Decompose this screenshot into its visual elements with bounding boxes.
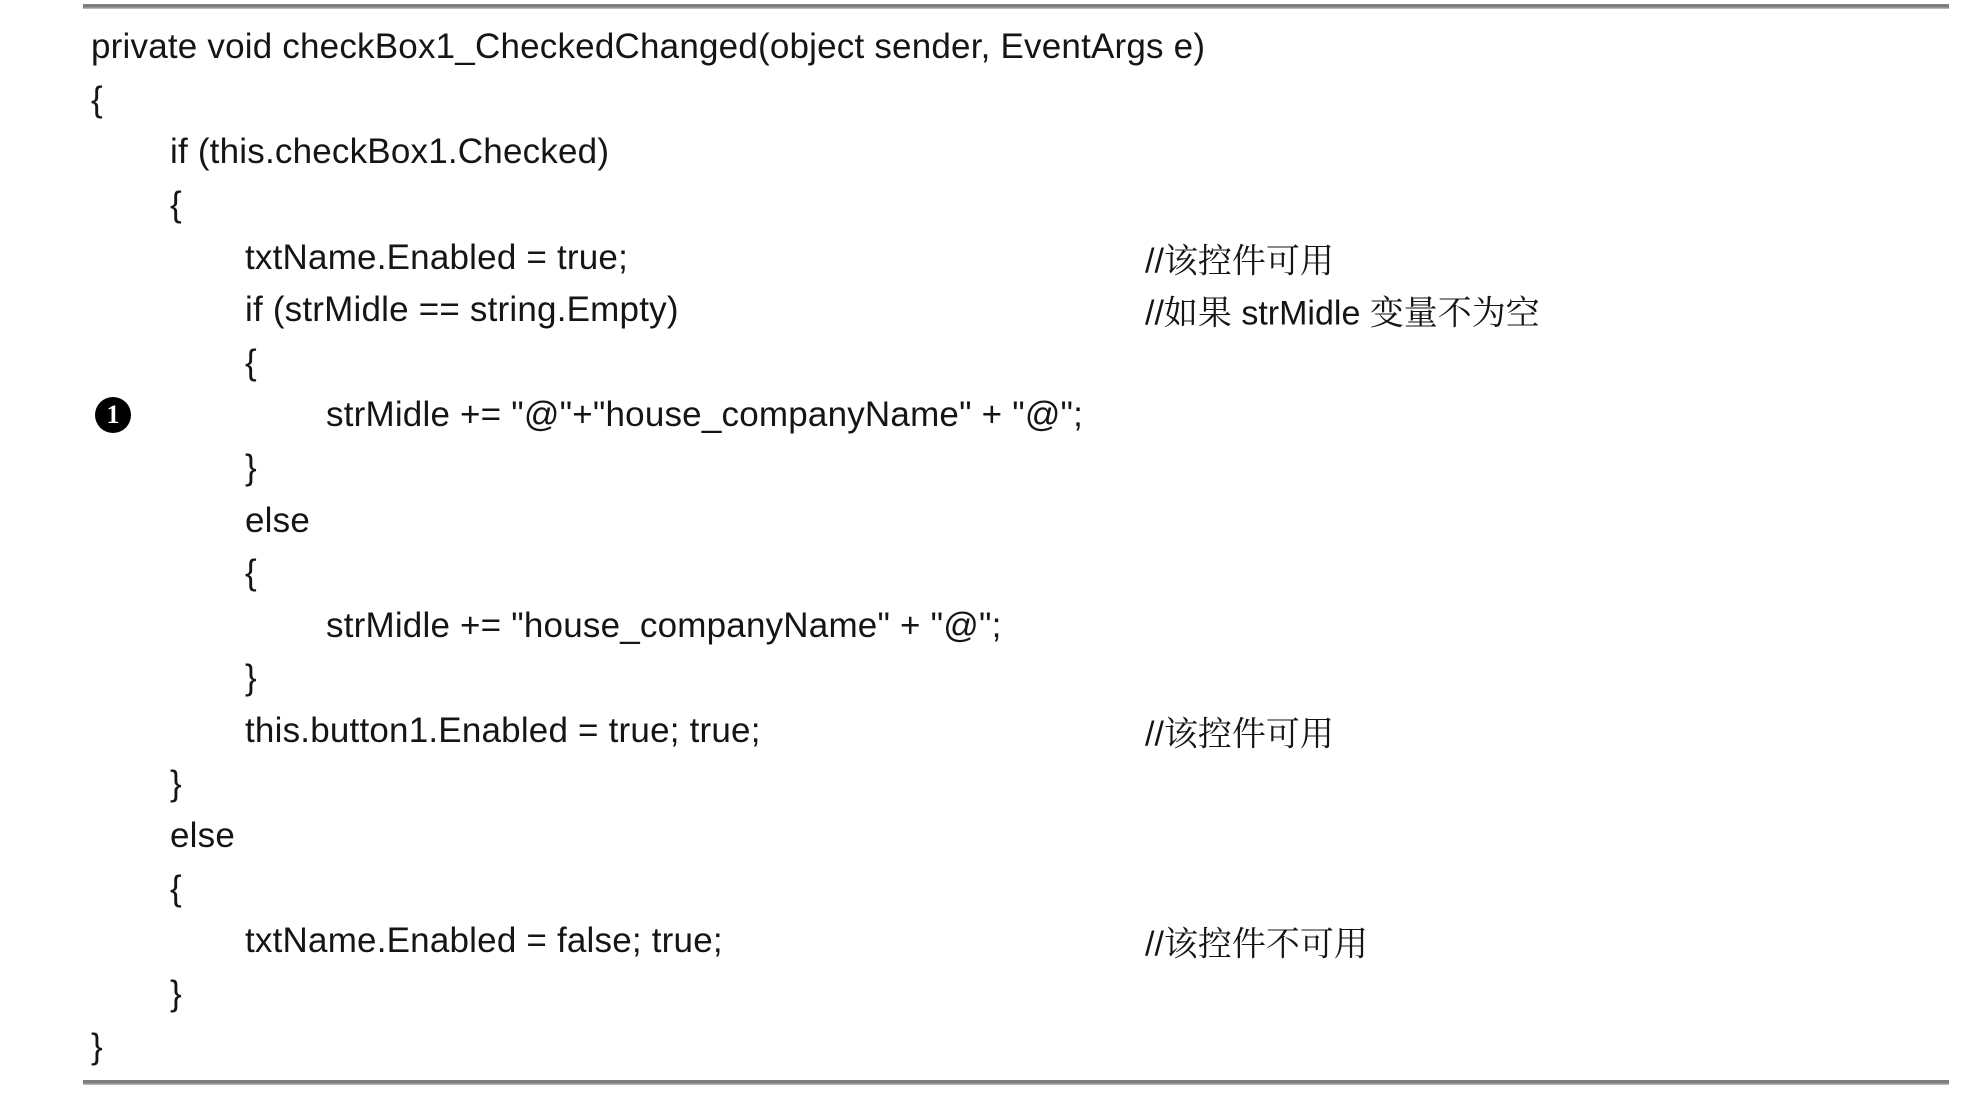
- code-line: [0, 74, 1967, 127]
- code-text: }: [245, 658, 257, 698]
- bottom-rule: [83, 1080, 1949, 1085]
- code-text: }: [170, 763, 182, 803]
- code-text: private void checkBox1_CheckedChanged(object sender, EventArgs e): [91, 27, 1206, 67]
- code-text: {: [245, 342, 257, 382]
- code-line: [0, 21, 1967, 74]
- code-line: [0, 442, 1967, 495]
- code-text: else: [170, 816, 236, 856]
- code-text: else: [245, 500, 311, 540]
- code-listing: [0, 21, 1967, 1073]
- code-line: [0, 547, 1967, 600]
- code-line: [0, 284, 1967, 337]
- code-text: {: [245, 553, 257, 593]
- code-text: txtName.Enabled = false; true;: [245, 921, 723, 961]
- code-line: [0, 915, 1967, 968]
- code-text: }: [91, 1026, 103, 1066]
- code-line: [0, 337, 1967, 390]
- code-line: [0, 705, 1967, 758]
- code-comment: //该控件不可用: [1145, 925, 1368, 964]
- code-comment: //该控件可用: [1145, 242, 1334, 281]
- code-text: strMidle += "@"+"house_companyName" + "@";: [326, 395, 1084, 435]
- code-text: {: [91, 79, 103, 119]
- code-line: [0, 1020, 1967, 1073]
- code-line: [0, 126, 1967, 179]
- code-comment: //如果 strMidle 变量不为空: [1145, 294, 1540, 333]
- code-text: }: [170, 973, 182, 1013]
- code-line: [0, 179, 1967, 232]
- code-text: if (strMidle == string.Empty): [245, 290, 679, 330]
- code-text: if (this.checkBox1.Checked): [170, 132, 610, 172]
- top-rule: [83, 4, 1949, 9]
- code-comment: //该控件可用: [1145, 715, 1334, 754]
- code-text: {: [170, 185, 182, 225]
- code-text: }: [245, 448, 257, 488]
- code-text: txtName.Enabled = true;: [245, 237, 629, 277]
- code-line: [0, 600, 1967, 653]
- callout-number-marker: 1: [95, 397, 131, 433]
- code-line: [0, 231, 1967, 284]
- code-line: [0, 494, 1967, 547]
- code-line: [0, 810, 1967, 863]
- code-text: this.button1.Enabled = true; true;: [245, 711, 761, 751]
- code-line: [0, 968, 1967, 1021]
- code-text: strMidle += "house_companyName" + "@";: [326, 605, 1002, 645]
- code-line: [0, 652, 1967, 705]
- code-line: [0, 863, 1967, 916]
- code-text: {: [170, 868, 182, 908]
- code-line: [0, 757, 1967, 810]
- code-line: [0, 389, 1967, 442]
